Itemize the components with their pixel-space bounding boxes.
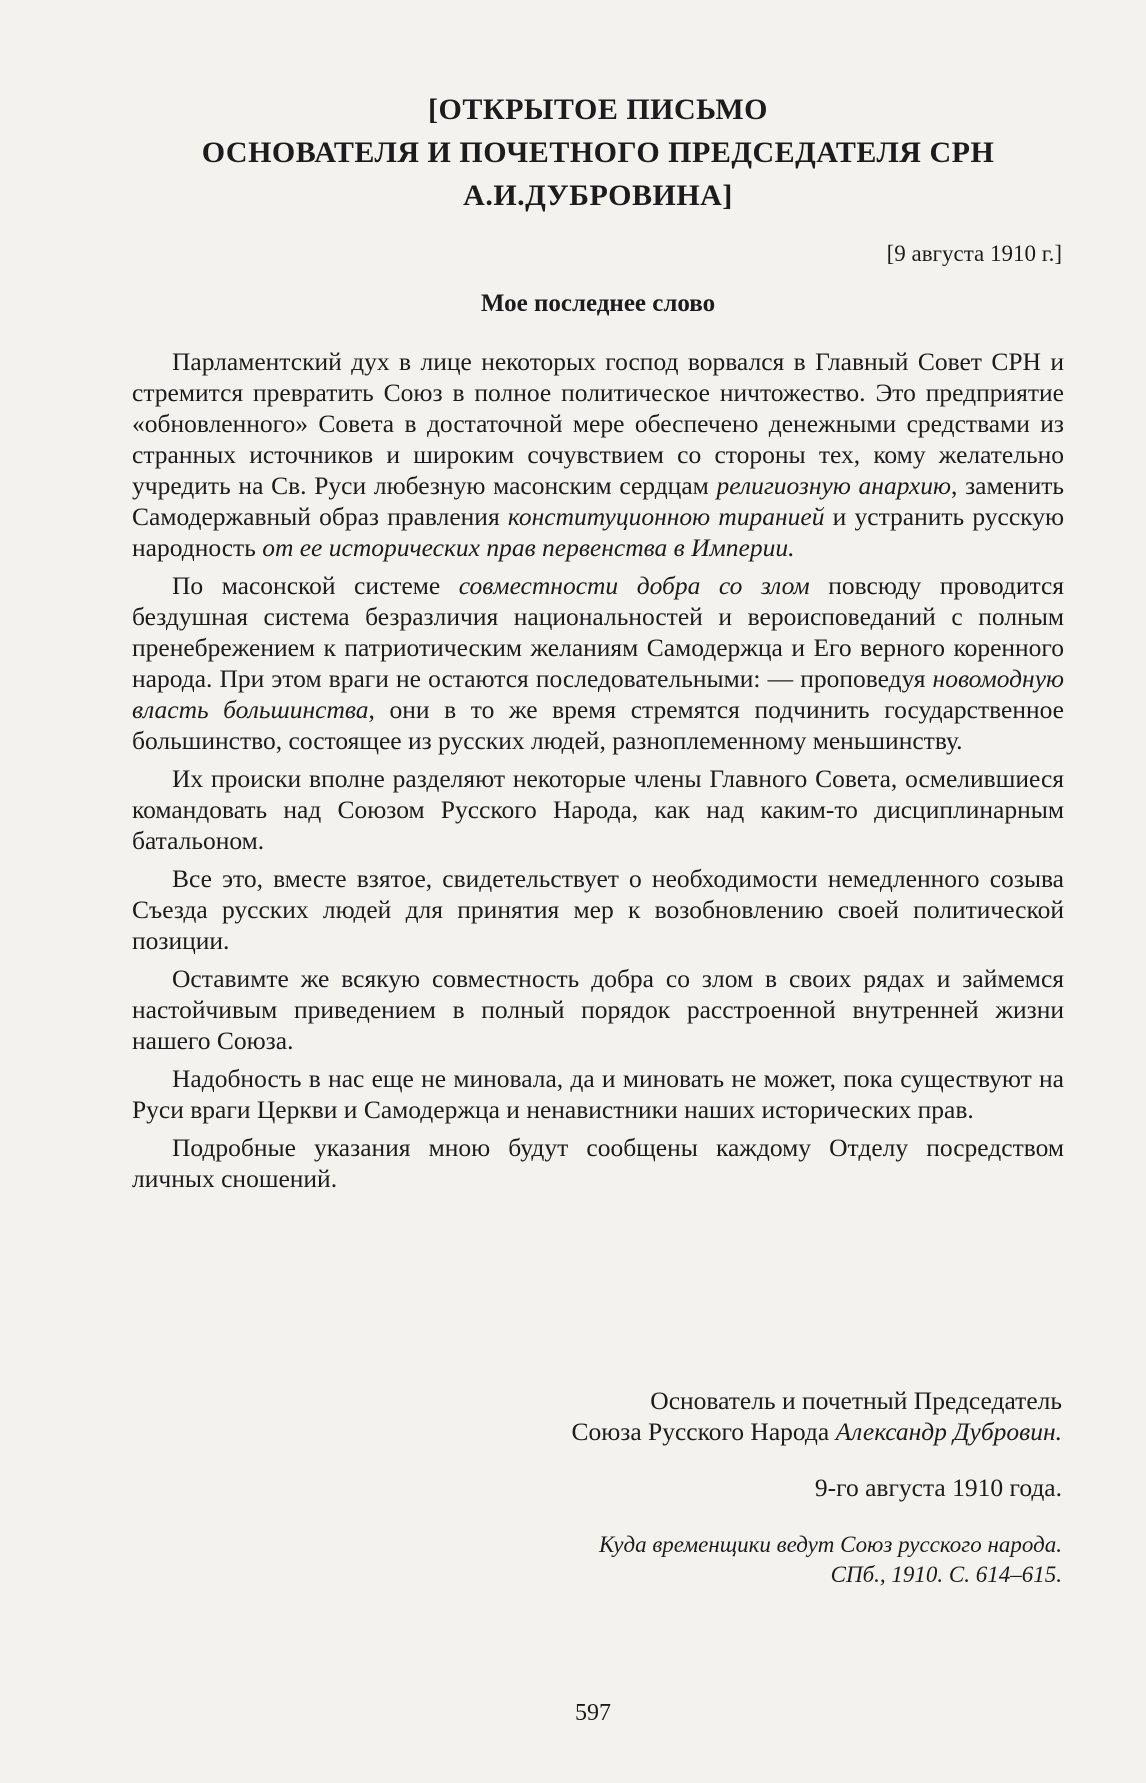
body-paragraph	[132, 570, 1064, 756]
signature-name: Александр Дубровин.	[835, 1417, 1062, 1446]
source-line: Куда временщики ведут Союз русского народа.	[599, 1532, 1062, 1557]
italic-run: от ее исторических прав первенства в Империи.	[262, 533, 795, 562]
italic-run: конституционною тиранией	[507, 502, 825, 531]
text-run: Подробные указания мною будут сообщены каждому Отделу посредством личных сношений.	[132, 1133, 1064, 1193]
letter-subtitle: Мое последнее слово	[480, 290, 716, 317]
body-paragraph	[132, 1063, 1064, 1125]
signature-block	[571, 1385, 1062, 1447]
text-run: , они в то же время стремятся подчинить государственное большинство, состоящее из русских людей, разноплеменному меньшинству.	[132, 695, 1064, 755]
text-run: Надобность в нас еще не миновала, да и миновать не может, пока существуют на Руси враги Церкви и Самодержца и ненавистники наших исторических прав.	[132, 1064, 1064, 1124]
title-line: А.И.ДУБРОВИНА]	[463, 179, 733, 212]
document-title	[132, 88, 1064, 217]
signature-date: 9-го августа 1910 года.	[814, 1473, 1062, 1502]
text-run: Их происки вполне разделяют некоторые члены Главного Совета, осмелившиеся командовать над Союзом Русского Народа, как над каким-то дисциплинарным батальоном.	[132, 764, 1064, 855]
text-run: повсюду проводится бездушная система безразличия национальностей и вероисповеданий с полным пренебрежением к патриотическим желаниям Самодержца и Его верного коренного народа. При этом враги не остаются последовательными: — проповедуя	[132, 571, 1064, 693]
text-run: По масонской системе	[172, 571, 459, 600]
signature-line	[571, 1416, 1062, 1447]
body-paragraph	[132, 763, 1064, 856]
italic-run: совместности добра со злом	[458, 571, 810, 600]
text-run: Все это, вместе взятое, свидетельствует о необходимости немедленного созыва Съезда русских людей для принятия мер к возобновлению своей политической позиции.	[132, 864, 1064, 955]
source-line: СПб., 1910. С. 614–615.	[830, 1562, 1062, 1587]
page-number: 597	[575, 1700, 611, 1726]
signature-line: Основатель и почетный Председатель	[650, 1386, 1062, 1415]
body-paragraph	[132, 863, 1064, 956]
body-paragraph	[132, 1132, 1064, 1194]
title-line: [ОТКРЫТОЕ ПИСЬМО	[428, 93, 768, 126]
body-paragraph	[132, 963, 1064, 1056]
body-paragraph	[132, 346, 1064, 563]
text-run: и устранить русскую народность	[132, 502, 1064, 562]
source-citation	[599, 1530, 1062, 1590]
signature-org: Союза Русского Народа	[571, 1417, 836, 1446]
text-run: Оставимте же всякую совместность добра со злом в своих рядах и займемся настойчивым приведением в полный порядок расстроенной внутренней жизни нашего Союза.	[132, 964, 1064, 1055]
text-run: , заменить Самодержавный образ правления	[132, 471, 1064, 531]
document-date: [9 августа 1910 г.]	[886, 241, 1062, 266]
text-run: Парламентский дух в лице некоторых господ ворвался в Главный Совет СРН и стремится превратить Союз в полное политическое ничтожество. Это предприятие «обновленного» Совета в достаточной мере обеспечено денежными средствами из странных источников и широким сочувствием со стороны тех, кому желательно учредить на Св. Руси любезную масонским сердцам	[132, 347, 1064, 500]
title-line: ОСНОВАТЕЛЯ И ПОЧЕТНОГО ПРЕДСЕДАТЕЛЯ СРН	[201, 136, 995, 169]
italic-run: религиозную анархию	[716, 471, 951, 500]
letter-body	[132, 346, 1064, 1201]
italic-run: новомодную власть большинства	[132, 664, 1064, 724]
